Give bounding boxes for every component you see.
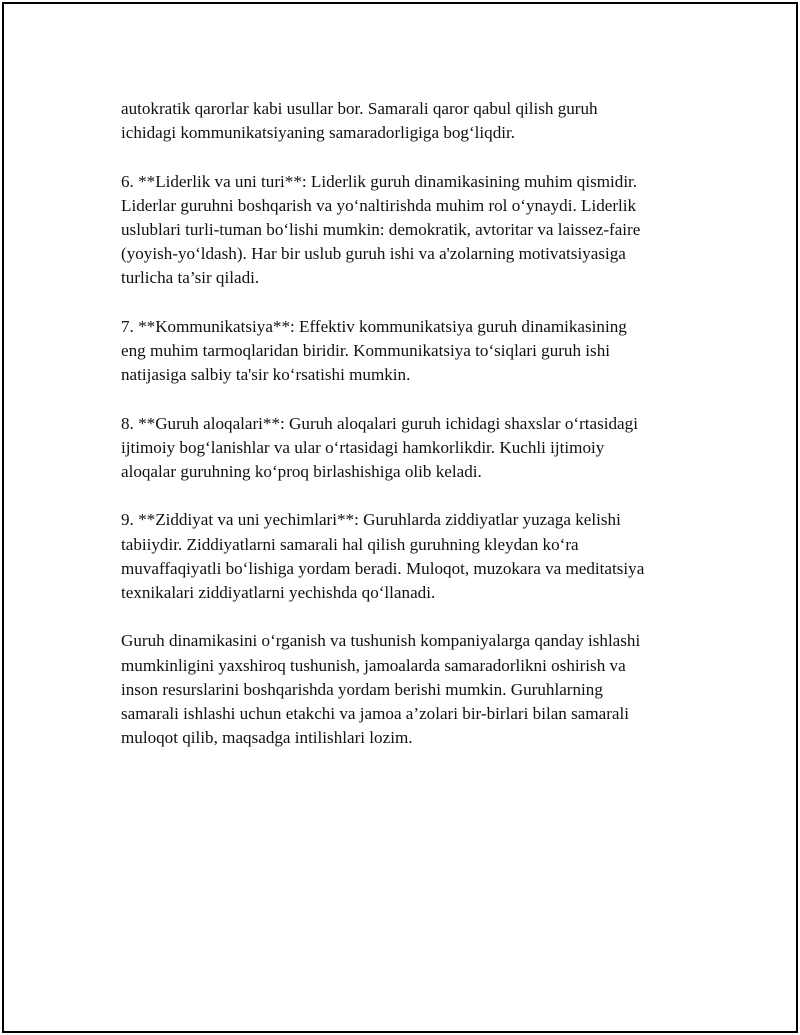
paragraph-conflict: 9. **Ziddiyat va uni yechimlari**: Guruhlarda ziddiyatlar yuzaga kelishi tabiiydir. Ziddiyatlarni samarali hal qilish guruhning kleydan ko‘ra muvaffaqiyatli bo‘lishiga yordam beradi. Muloqot, muzokara va meditatsiya texnikalari ziddiyatlarni yechishda qo‘llanadi. <box>121 510 645 602</box>
page-frame <box>2 2 798 1033</box>
paragraph-decision-making: autokratik qarorlar kabi usullar bor. Samarali qaror qabul qilish guruh ichidagi kommunikatsiyaning samaradorligiga bog‘liqdir. <box>121 99 598 143</box>
paragraph-group-relations: 8. **Guruh aloqalari**: Guruh aloqalari guruh ichidagi shaxslar o‘rtasidagi ijtimoiy bog‘lanishlar va ular o‘rtasidagi hamkorlikdir. Kuchli ijtimoiy aloqalar guruhning ko‘proq birlashishiga olib keladi. <box>121 413 638 481</box>
paragraph-leadership: 6. **Liderlik va uni turi**: Liderlik guruh dinamikasining muhim qismidir. Liderlar guruhni boshqarish va yo‘naltirishda muhim rol o‘ynaydi. Liderlik uslublari turli-tuman bo‘lishi mumkin: demokratik, avtoritar va laissez-faire (yoyish-yo‘ldash). Har bir uslub guruh ishi va a'zolarning motivatsiyasiga turlicha ta’sir qiladi. <box>121 171 641 288</box>
document-body <box>121 97 701 750</box>
paragraph-communication: 7. **Kommunikatsiya**: Effektiv kommunikatsiya guruh dinamikasining eng muhim tarmoqlaridan biridir. Kommunikatsiya to‘siqlari guruh ishi natijasiga salbiy ta'sir ko‘rsatishi mumkin. <box>121 316 627 385</box>
paragraph-conclusion: Guruh dinamikasini o‘rganish va tushunish kompaniyalarga qanday ishlashi mumkinligini yaxshiroq tushunish, jamoalarda samaradorlikni oshirish va inson resurslarini boshqarishda yordam berishi mumkin. Guruhlarning samarali ishlashi uchun etakchi va jamoa a’zolari bir-birlari bilan samarali muloqot qilib, maqsadga intilishlari lozim. <box>121 631 641 748</box>
